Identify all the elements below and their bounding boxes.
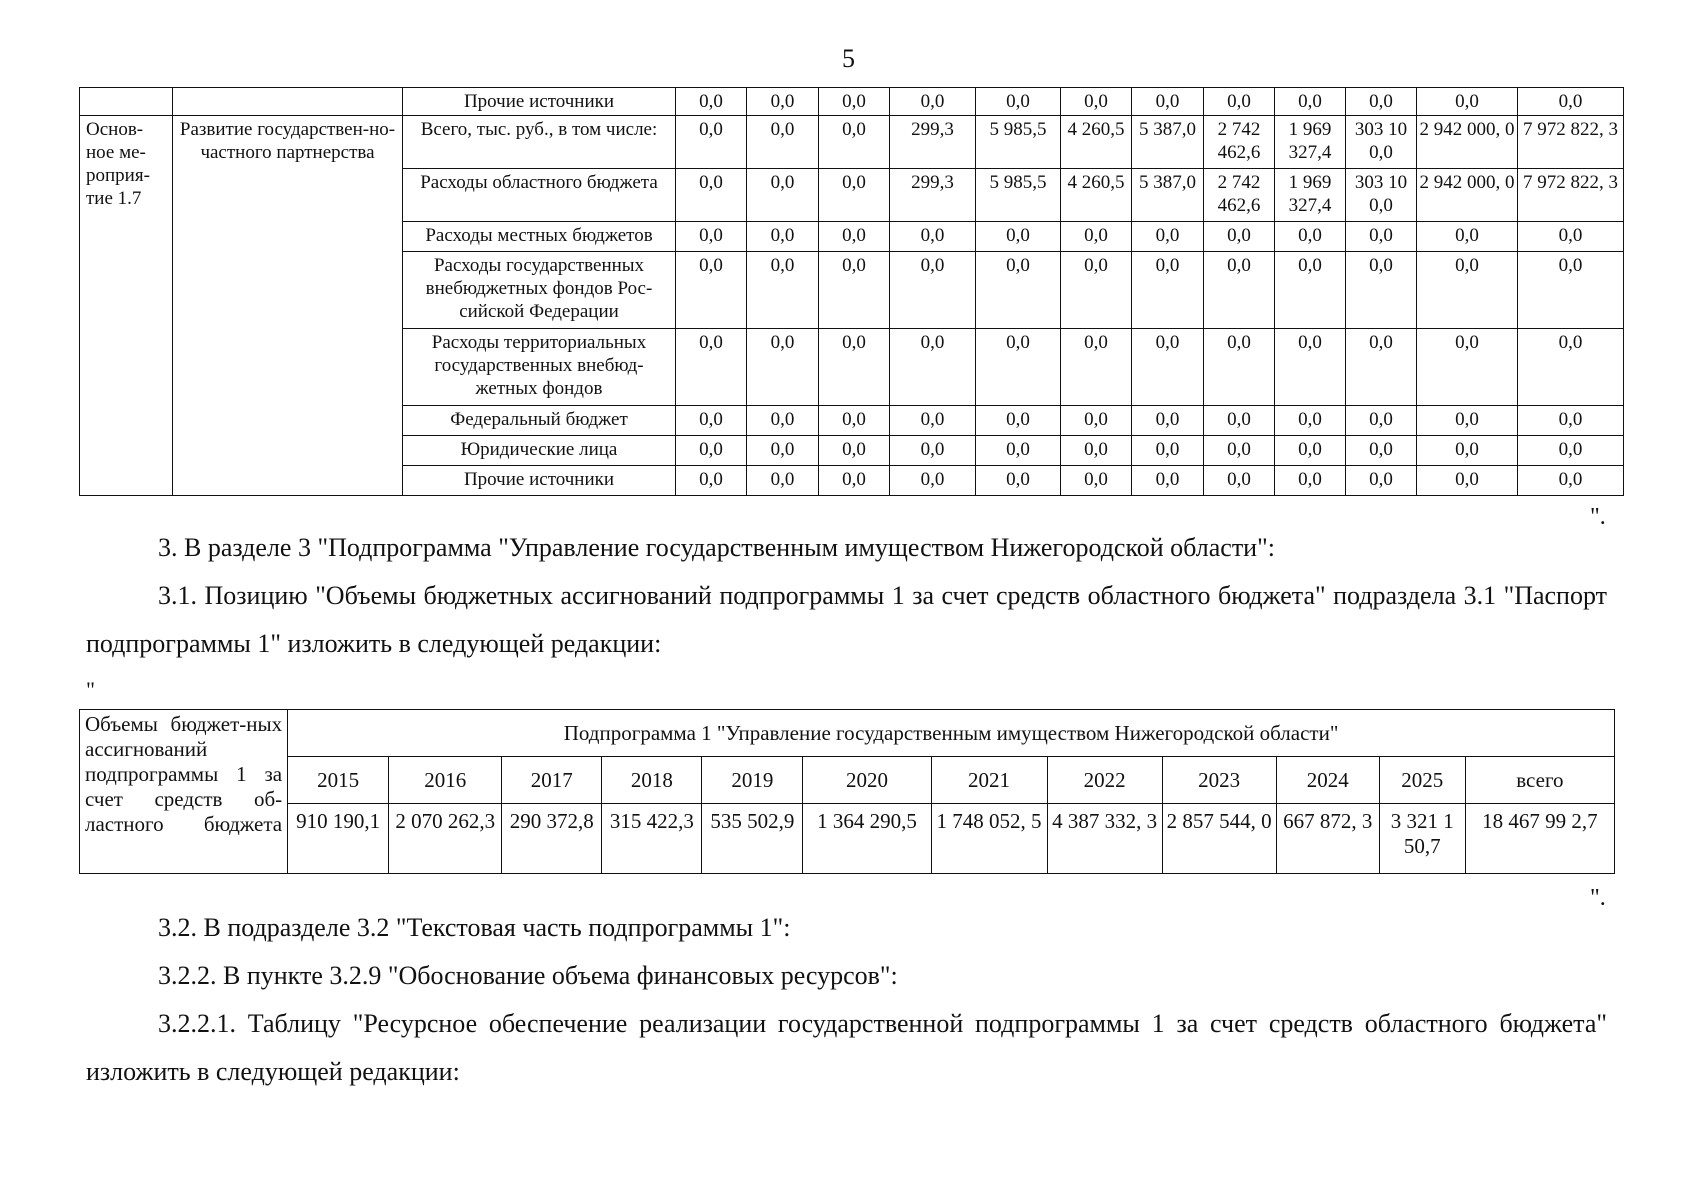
value-cell: 0,0 <box>1204 436 1275 466</box>
year-header: 2025 <box>1379 757 1465 804</box>
value-cell: 2 742 462,6 <box>1204 169 1275 222</box>
closing-quote: ". <box>1590 885 1606 911</box>
value-cell: 0,0 <box>1275 466 1346 496</box>
value-cell: 0,0 <box>747 116 819 169</box>
value-cell: 4 260,5 <box>1061 169 1132 222</box>
value-cell: 0,0 <box>1275 88 1346 116</box>
allocation-value: 1 364 290,5 <box>803 804 931 874</box>
value-cell: 0,0 <box>676 252 747 329</box>
table-row <box>80 804 1615 874</box>
value-cell: 0,0 <box>976 406 1061 436</box>
allocation-value: 18 467 99 2,7 <box>1465 804 1614 874</box>
table-row <box>80 757 1615 804</box>
measure-name: Развитие государствен-но-частного партнерства <box>173 116 403 496</box>
value-cell: 0,0 <box>1061 252 1132 329</box>
value-cell: 0,0 <box>1346 406 1417 436</box>
value-cell: 0,0 <box>890 406 976 436</box>
subprogram-title: Подпрограмма 1 "Управление государственным имуществом Нижегородской области" <box>288 710 1615 757</box>
allocation-value: 315 422,3 <box>602 804 702 874</box>
year-header: 2015 <box>288 757 389 804</box>
allocation-value: 2 857 544, 0 <box>1162 804 1276 874</box>
value-cell: 0,0 <box>1417 252 1518 329</box>
value-cell: 0,0 <box>1417 436 1518 466</box>
value-cell: 0,0 <box>819 222 890 252</box>
value-cell: 303 10 0,0 <box>1346 169 1417 222</box>
value-cell: 0,0 <box>890 329 976 406</box>
year-header: 2023 <box>1162 757 1276 804</box>
value-cell: 0,0 <box>1417 406 1518 436</box>
paragraph-3-2-2-1: 3.2.2.1. Таблицу "Ресурсное обеспечение реализации государственной подпрограммы 1 за счет средств областного бюджета" изложить в следующей редакции: <box>86 1009 1607 1086</box>
allocation-value: 1 748 052, 5 <box>931 804 1047 874</box>
value-cell: 0,0 <box>1204 406 1275 436</box>
value-cell: 0,0 <box>1518 252 1624 329</box>
year-header: 2022 <box>1047 757 1162 804</box>
value-cell: 0,0 <box>1061 466 1132 496</box>
value-cell: 0,0 <box>676 116 747 169</box>
value-cell: 0,0 <box>819 466 890 496</box>
value-cell: 0,0 <box>1417 329 1518 406</box>
year-header: 2020 <box>803 757 931 804</box>
value-cell: 0,0 <box>1275 406 1346 436</box>
year-header: 2019 <box>702 757 803 804</box>
page-number: 5 <box>842 44 855 73</box>
year-header: 2024 <box>1276 757 1379 804</box>
value-cell: 0,0 <box>1518 466 1624 496</box>
paragraph-3-2-2: 3.2.2. В пункте 3.2.9 "Обоснование объема финансовых ресурсов": <box>158 961 898 990</box>
value-cell: 0,0 <box>819 436 890 466</box>
value-cell: 4 260,5 <box>1061 116 1132 169</box>
value-cell: 299,3 <box>890 116 976 169</box>
value-cell: 0,0 <box>747 252 819 329</box>
value-cell: 0,0 <box>1417 466 1518 496</box>
allocation-value: 667 872, 3 <box>1276 804 1379 874</box>
funding-source: Расходы государственных внебюджетных фондов Рос-сийской Федерации <box>403 252 676 329</box>
funding-source: Расходы местных бюджетов <box>403 222 676 252</box>
paragraph-3-2: 3.2. В подразделе 3.2 "Текстовая часть подпрограммы 1": <box>158 913 791 942</box>
value-cell: 0,0 <box>1132 252 1204 329</box>
value-cell: 7 972 822, 3 <box>1518 169 1624 222</box>
value-cell: 0,0 <box>747 169 819 222</box>
allocation-value: 4 387 332, 3 <box>1047 804 1162 874</box>
value-cell: 0,0 <box>1275 329 1346 406</box>
value-cell: 0,0 <box>1132 436 1204 466</box>
value-cell: 0,0 <box>1204 329 1275 406</box>
funding-table-measure-1-7 <box>79 87 1624 496</box>
value-cell: 0,0 <box>747 406 819 436</box>
year-header: 2017 <box>502 757 602 804</box>
value-cell: 0,0 <box>976 88 1061 116</box>
value-cell: 0,0 <box>819 329 890 406</box>
value-cell: 5 985,5 <box>976 169 1061 222</box>
paragraph-3: 3. В разделе 3 "Подпрограмма "Управление государственным имуществом Нижегородской области": <box>158 533 1275 562</box>
value-cell: 0,0 <box>976 466 1061 496</box>
value-cell: 0,0 <box>1346 252 1417 329</box>
table-row <box>80 116 1624 169</box>
value-cell: 0,0 <box>747 222 819 252</box>
value-cell: 0,0 <box>1132 466 1204 496</box>
funding-source: Расходы областного бюджета <box>403 169 676 222</box>
value-cell: 0,0 <box>1417 222 1518 252</box>
value-cell: 0,0 <box>1061 222 1132 252</box>
value-cell: 2 942 000, 0 <box>1417 169 1518 222</box>
value-cell: 0,0 <box>747 88 819 116</box>
allocations-label: Объемы бюджет-ных ассигнований подпрограммы 1 за счет средств об-ластного бюджета <box>80 710 288 874</box>
allocation-value: 535 502,9 <box>702 804 803 874</box>
value-cell: 0,0 <box>747 436 819 466</box>
value-cell: 303 10 0,0 <box>1346 116 1417 169</box>
value-cell: 0,0 <box>890 88 976 116</box>
value-cell: 1 969 327,4 <box>1275 169 1346 222</box>
budget-allocations-table <box>79 709 1615 874</box>
value-cell: 0,0 <box>1061 88 1132 116</box>
value-cell: 0,0 <box>1346 436 1417 466</box>
value-cell: 0,0 <box>976 436 1061 466</box>
value-cell: 0,0 <box>1204 466 1275 496</box>
opening-quote: " <box>86 677 95 702</box>
value-cell: 7 972 822, 3 <box>1518 116 1624 169</box>
value-cell: 0,0 <box>1275 252 1346 329</box>
value-cell: 0,0 <box>1132 222 1204 252</box>
value-cell: 5 387,0 <box>1132 116 1204 169</box>
value-cell: 0,0 <box>819 116 890 169</box>
value-cell: 0,0 <box>747 329 819 406</box>
value-cell: 0,0 <box>1132 406 1204 436</box>
measure-number: Основ-ное ме-роприя-тие 1.7 <box>80 116 173 496</box>
value-cell: 0,0 <box>676 88 747 116</box>
value-cell: 0,0 <box>890 252 976 329</box>
value-cell: 0,0 <box>1346 466 1417 496</box>
value-cell: 0,0 <box>976 222 1061 252</box>
value-cell: 0,0 <box>676 406 747 436</box>
funding-source: Юридические лица <box>403 436 676 466</box>
value-cell: 0,0 <box>819 252 890 329</box>
allocation-value: 3 321 1 50,7 <box>1379 804 1465 874</box>
funding-source: Федеральный бюджет <box>403 406 676 436</box>
value-cell: 0,0 <box>1061 406 1132 436</box>
value-cell: 0,0 <box>1061 329 1132 406</box>
funding-source: Прочие источники <box>403 88 676 116</box>
year-header: всего <box>1465 757 1614 804</box>
year-header: 2021 <box>931 757 1047 804</box>
value-cell: 0,0 <box>976 329 1061 406</box>
value-cell: 0,0 <box>1132 329 1204 406</box>
value-cell: 0,0 <box>1204 252 1275 329</box>
value-cell: 1 969 327,4 <box>1275 116 1346 169</box>
value-cell: 0,0 <box>1518 406 1624 436</box>
value-cell: 0,0 <box>1061 436 1132 466</box>
value-cell: 0,0 <box>747 466 819 496</box>
value-cell: 0,0 <box>676 466 747 496</box>
value-cell: 0,0 <box>1204 222 1275 252</box>
value-cell: 0,0 <box>1518 88 1624 116</box>
value-cell: 0,0 <box>1204 88 1275 116</box>
value-cell: 0,0 <box>1275 222 1346 252</box>
year-header: 2018 <box>602 757 702 804</box>
value-cell: 0,0 <box>1132 88 1204 116</box>
value-cell: 2 742 462,6 <box>1204 116 1275 169</box>
value-cell: 5 387,0 <box>1132 169 1204 222</box>
year-header: 2016 <box>389 757 502 804</box>
allocation-value: 2 070 262,3 <box>389 804 502 874</box>
value-cell: 0,0 <box>1346 88 1417 116</box>
funding-source: Расходы территориальных государственных внебюд-жетных фондов <box>403 329 676 406</box>
empty-cell <box>173 88 403 116</box>
value-cell: 0,0 <box>890 436 976 466</box>
value-cell: 299,3 <box>890 169 976 222</box>
value-cell: 0,0 <box>676 222 747 252</box>
value-cell: 0,0 <box>1346 222 1417 252</box>
value-cell: 0,0 <box>819 88 890 116</box>
allocation-value: 910 190,1 <box>288 804 389 874</box>
value-cell: 0,0 <box>890 466 976 496</box>
value-cell: 0,0 <box>676 436 747 466</box>
table-row <box>80 88 1624 116</box>
allocation-value: 290 372,8 <box>502 804 602 874</box>
value-cell: 0,0 <box>819 169 890 222</box>
value-cell: 0,0 <box>1346 329 1417 406</box>
value-cell: 2 942 000, 0 <box>1417 116 1518 169</box>
value-cell: 0,0 <box>1518 436 1624 466</box>
value-cell: 0,0 <box>890 222 976 252</box>
funding-source: Всего, тыс. руб., в том числе: <box>403 116 676 169</box>
paragraph-3-1: 3.1. Позицию "Объемы бюджетных ассигнований подпрограммы 1 за счет средств областного бюджета" подраздела 3.1 "Паспорт подпрограммы 1" изложить в следующей редакции: <box>86 581 1607 658</box>
closing-quote: ". <box>1590 504 1606 530</box>
value-cell: 5 985,5 <box>976 116 1061 169</box>
funding-source: Прочие источники <box>403 466 676 496</box>
value-cell: 0,0 <box>819 406 890 436</box>
value-cell: 0,0 <box>1518 329 1624 406</box>
value-cell: 0,0 <box>676 169 747 222</box>
value-cell: 0,0 <box>1518 222 1624 252</box>
value-cell: 0,0 <box>1417 88 1518 116</box>
value-cell: 0,0 <box>676 329 747 406</box>
value-cell: 0,0 <box>976 252 1061 329</box>
value-cell: 0,0 <box>1275 436 1346 466</box>
empty-cell <box>80 88 173 116</box>
